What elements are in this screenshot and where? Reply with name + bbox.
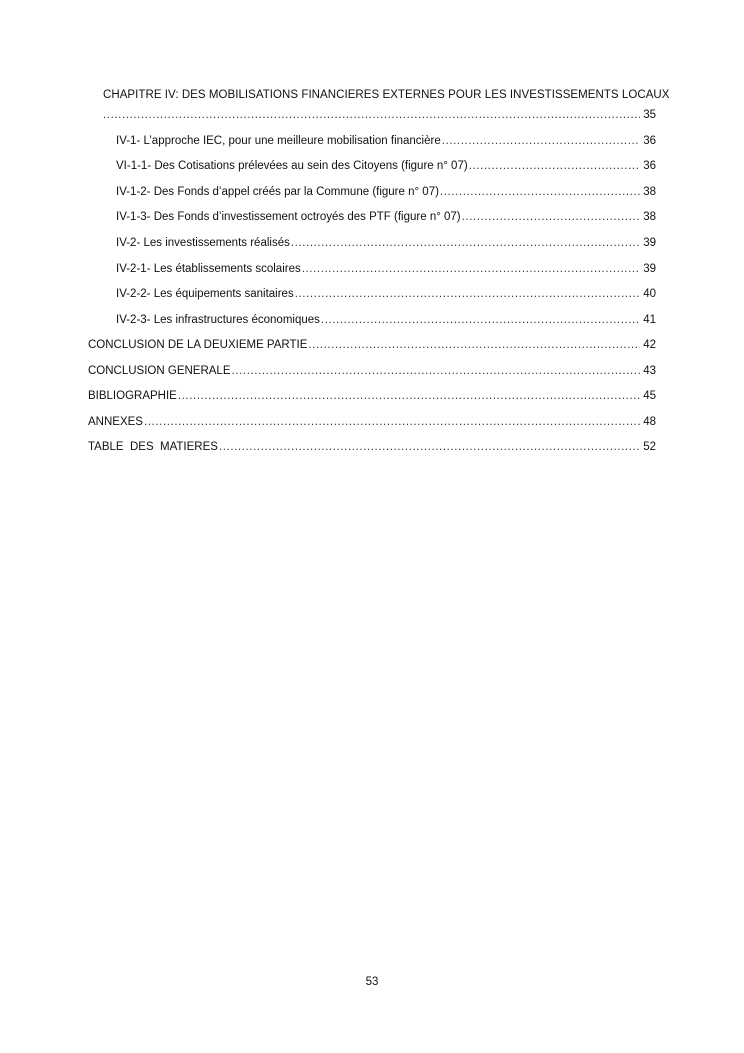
- toc-leader-dots: [144, 416, 640, 428]
- toc-entry[interactable]: [88, 390, 656, 406]
- toc-leader-dots: [219, 441, 640, 453]
- toc-entry[interactable]: [116, 160, 656, 176]
- toc-entry-label: ANNEXES: [88, 416, 143, 428]
- toc-page-number: 52: [643, 441, 656, 453]
- toc-page-number: 43: [643, 365, 656, 377]
- toc-entry[interactable]: [116, 263, 656, 279]
- toc-page-number: 36: [643, 135, 656, 147]
- toc-page-number: 41: [643, 314, 656, 326]
- toc-leader-dots: [232, 365, 641, 377]
- toc-entry[interactable]: [116, 186, 656, 202]
- toc-leader-dots: [291, 237, 640, 249]
- toc-leader-dots: [321, 314, 640, 326]
- toc-entry-label: IV-2-2- Les équipements sanitaires: [116, 288, 294, 300]
- toc-entry-label: IV-1-2- Des Fonds d’appel créés par la Commune (figure n° 07): [116, 186, 439, 198]
- toc-leader-dots: [178, 390, 640, 402]
- toc-page-number: 35: [643, 109, 656, 121]
- toc-entry-label: IV-2-3- Les infrastructures économiques: [116, 314, 320, 326]
- toc-entry-label: IV-2- Les investissements réalisés: [116, 237, 290, 249]
- toc-leader-dots: [302, 263, 640, 275]
- toc-entry-label: VI-1-1- Des Cotisations prélevées au sein des Citoyens (figure n° 07): [116, 160, 468, 172]
- toc-page-number: 39: [643, 237, 656, 249]
- toc-leader-dots: [440, 186, 640, 198]
- toc-entry[interactable]: [88, 416, 656, 432]
- toc-entry[interactable]: [88, 365, 656, 381]
- toc-leader-dots: [295, 288, 640, 300]
- toc-entry-label: IV-2-1- Les établissements scolaires: [116, 263, 301, 275]
- toc-leader-dots: [462, 211, 641, 223]
- toc-page-number: 39: [643, 263, 656, 275]
- toc-entry-label: IV-1- L’approche IEC, pour une meilleure mobilisation financière: [116, 135, 441, 147]
- toc-entry[interactable]: [116, 237, 656, 253]
- toc-entry[interactable]: [116, 135, 656, 151]
- toc-entry[interactable]: [116, 211, 656, 227]
- toc-page-number: 42: [643, 339, 656, 351]
- page-number: 53: [365, 976, 379, 988]
- toc-entry[interactable]: [88, 339, 656, 355]
- toc-entry-label: CONCLUSION GENERALE: [88, 365, 231, 377]
- toc-leader-dots: [308, 339, 640, 351]
- toc-entry-label: TABLE DES MATIERES: [88, 441, 218, 453]
- toc-leader-dots: [469, 160, 641, 172]
- toc-leader-dots: [103, 109, 640, 121]
- toc-page-number: 45: [643, 390, 656, 402]
- toc-chapter-title[interactable]: CHAPITRE IV: DES MOBILISATIONS FINANCIERES EXTERNES POUR LES INVESTISSEMENTS LOCAUX: [103, 89, 670, 101]
- toc-entry-label: BIBLIOGRAPHIE: [88, 390, 177, 402]
- toc-entry[interactable]: [116, 314, 656, 330]
- toc-page-number: 48: [643, 416, 656, 428]
- toc-page-number: 36: [643, 160, 656, 172]
- toc-entry-label: IV-1-3- Des Fonds d’investissement octroyés des PTF (figure n° 07): [116, 211, 461, 223]
- toc-page-number: 38: [643, 211, 656, 223]
- toc-leader-dots: [442, 135, 640, 147]
- toc-chapter-page-line[interactable]: [103, 109, 656, 125]
- toc-entry[interactable]: [88, 441, 656, 457]
- toc-entry[interactable]: [116, 288, 656, 304]
- toc-page-number: 40: [643, 288, 656, 300]
- toc-page-number: 38: [643, 186, 656, 198]
- toc-entry-label: CONCLUSION DE LA DEUXIEME PARTIE: [88, 339, 308, 351]
